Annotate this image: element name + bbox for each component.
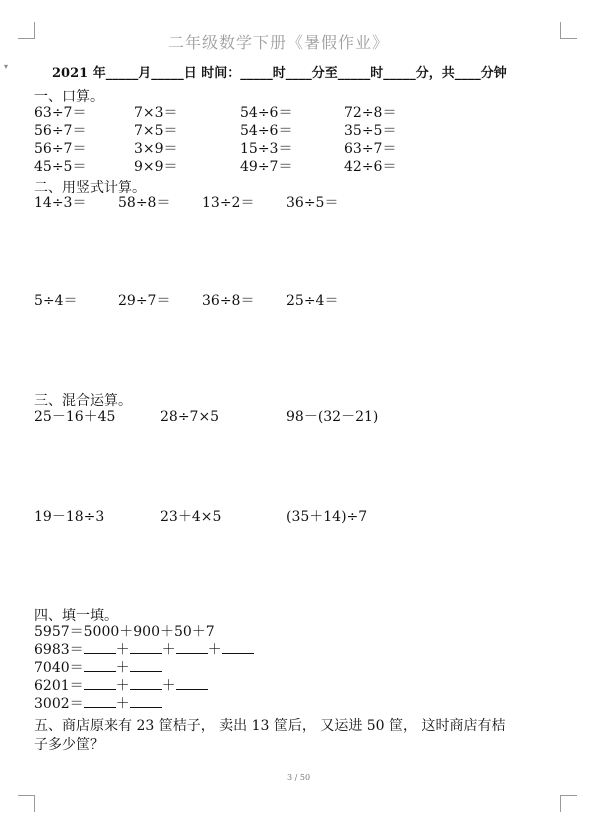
vertical-calc-item: 25÷4＝ bbox=[286, 293, 339, 309]
vertical-calc-item: 36÷5＝ bbox=[286, 195, 339, 211]
answer-blank[interactable] bbox=[130, 695, 162, 708]
mixed-calc-item: 98－(32－21) bbox=[286, 409, 379, 425]
answer-blank[interactable] bbox=[84, 695, 116, 708]
oral-calc-item: 15÷3＝ bbox=[240, 141, 293, 157]
answer-blank[interactable] bbox=[84, 677, 116, 690]
oral-calc-item: 63÷7＝ bbox=[34, 105, 87, 121]
vertical-calc-item: 13÷2＝ bbox=[202, 195, 255, 211]
mixed-calc-item: 25－16＋45 bbox=[34, 409, 116, 425]
vertical-calc-row-2 bbox=[34, 292, 534, 310]
mixed-calc-item: 23＋4×5 bbox=[160, 509, 222, 525]
plus-sign: ＋ bbox=[115, 696, 130, 712]
plus-sign: ＋ bbox=[207, 642, 222, 658]
oral-calc-item: 7×5＝ bbox=[134, 123, 178, 139]
vertical-calc-item: 58÷8＝ bbox=[118, 195, 171, 211]
oral-calc-item: 49÷7＝ bbox=[240, 159, 293, 175]
plus-sign: ＋ bbox=[161, 642, 176, 658]
mixed-calc-item: 19－18÷3 bbox=[34, 509, 105, 525]
fill-blank-number: 6983＝ bbox=[34, 642, 84, 658]
plus-sign: ＋ bbox=[115, 660, 130, 676]
oral-calc-item: 72÷8＝ bbox=[344, 105, 397, 121]
plus-sign: ＋ bbox=[115, 642, 130, 658]
answer-blank[interactable] bbox=[222, 641, 254, 654]
fill-blank-number: 3002＝ bbox=[34, 696, 84, 712]
oral-calc-item: 56÷7＝ bbox=[34, 141, 87, 157]
page-number: 3 / 50 bbox=[287, 773, 311, 782]
answer-blank[interactable] bbox=[130, 641, 162, 654]
oral-calc-item: 9×9＝ bbox=[134, 159, 178, 175]
date-time-header: 2021 年_____月_____日 时间：_____时____分至_____时_____分，共____分钟 bbox=[52, 66, 507, 81]
crop-mark-top-right bbox=[560, 22, 577, 39]
fill-blank-row bbox=[34, 695, 162, 713]
crop-mark-bottom-right bbox=[560, 795, 577, 812]
section-4-heading: 四、填一填。 bbox=[34, 608, 118, 624]
page-title: 二年级数学下册《暑假作业》 bbox=[168, 33, 390, 52]
oral-calc-item: 63÷7＝ bbox=[344, 141, 397, 157]
fill-example: 5957＝5000＋900＋50＋7 bbox=[34, 624, 215, 640]
vertical-calc-item: 36÷8＝ bbox=[202, 293, 255, 309]
crop-mark-top-left bbox=[18, 22, 35, 39]
oral-calc-item: 3×9＝ bbox=[134, 141, 178, 157]
vertical-calc-item: 29÷7＝ bbox=[118, 293, 171, 309]
mixed-calc-row-1 bbox=[34, 408, 534, 426]
oral-calc-item: 54÷6＝ bbox=[240, 123, 293, 139]
plus-sign: ＋ bbox=[115, 678, 130, 694]
word-problem-line-2: 子多少筐？ bbox=[34, 737, 104, 753]
oral-calc-item: 7×3＝ bbox=[134, 105, 178, 121]
mixed-calc-row-2 bbox=[34, 508, 534, 526]
fill-blank-row bbox=[34, 677, 208, 695]
vertical-calc-row-1 bbox=[34, 194, 534, 212]
plus-sign: ＋ bbox=[161, 678, 176, 694]
oral-calc-item: 35÷5＝ bbox=[344, 123, 397, 139]
crop-mark-bottom-left bbox=[18, 795, 35, 812]
oral-calc-item: 54÷6＝ bbox=[240, 105, 293, 121]
fill-blank-row bbox=[34, 659, 162, 677]
oral-calc-item: 45÷5＝ bbox=[34, 159, 87, 175]
section-3-heading: 三、混合运算。 bbox=[34, 393, 132, 409]
vertical-calc-item: 14÷3＝ bbox=[34, 195, 87, 211]
oral-calc-row bbox=[34, 104, 534, 122]
mixed-calc-item: (35＋14)÷7 bbox=[286, 509, 368, 525]
fill-blank-row bbox=[34, 641, 254, 659]
answer-blank[interactable] bbox=[176, 677, 208, 690]
oral-calc-row bbox=[34, 158, 534, 176]
answer-blank[interactable] bbox=[176, 641, 208, 654]
oral-calc-item: 56÷7＝ bbox=[34, 123, 87, 139]
mixed-calc-item: 28÷7×5 bbox=[160, 409, 220, 425]
oral-calc-item: 42÷6＝ bbox=[344, 159, 397, 175]
answer-blank[interactable] bbox=[130, 677, 162, 690]
section-2-heading: 二、用竖式计算。 bbox=[34, 180, 146, 196]
answer-blank[interactable] bbox=[130, 659, 162, 672]
oral-calc-row bbox=[34, 140, 534, 158]
word-problem-line-1: 五、商店原来有 23 筐桔子， 卖出 13 筐后， 又运进 50 筐， 这时商店有桔 bbox=[34, 718, 506, 734]
fill-blank-number: 6201＝ bbox=[34, 678, 84, 694]
oral-calc-row bbox=[34, 122, 534, 140]
section-1-heading: 一、口算。 bbox=[34, 89, 104, 105]
answer-blank[interactable] bbox=[84, 641, 116, 654]
answer-blank[interactable] bbox=[84, 659, 116, 672]
collapse-marker-icon: ▾ bbox=[4, 62, 9, 71]
fill-blank-number: 7040＝ bbox=[34, 660, 84, 676]
vertical-calc-item: 5÷4＝ bbox=[34, 293, 78, 309]
